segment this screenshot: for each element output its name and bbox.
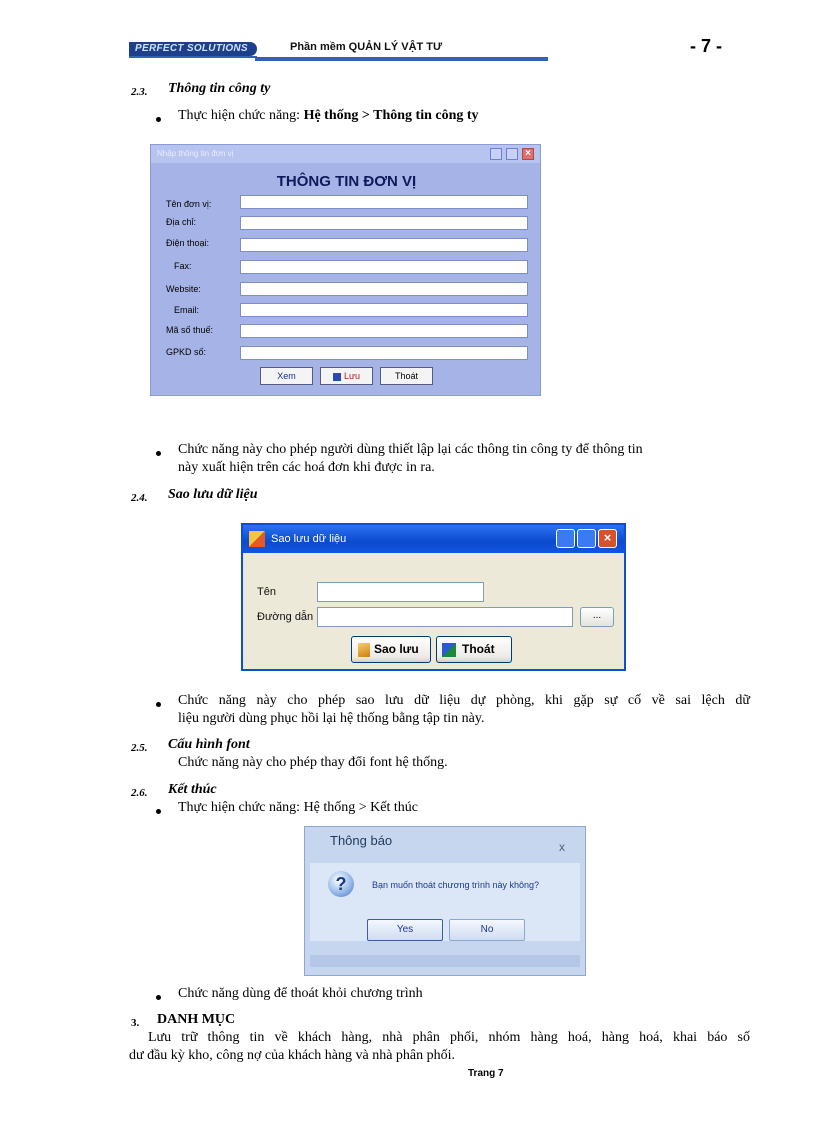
bullet-dot — [156, 995, 161, 1000]
bullet-text-2-3 — [178, 108, 479, 124]
section-number-2-3: 2.3. — [131, 86, 148, 98]
footer-page-label: Trang 7 — [468, 1068, 504, 1079]
license-input[interactable] — [240, 346, 528, 360]
view-button[interactable]: Xem — [260, 367, 313, 385]
description-2-6: Chức năng dùng để thoát khỏi chương trình — [178, 986, 423, 1001]
dialog-titlebar — [151, 145, 540, 163]
path-label: Đường dẫn — [257, 611, 314, 623]
field-label-phone: Điện thoại: — [166, 238, 210, 248]
save-button[interactable] — [320, 367, 373, 385]
yes-button[interactable]: Yes — [367, 919, 443, 941]
company-info-dialog — [150, 144, 541, 396]
description-2-3-line2: này xuất hiện trên các hoá đơn khi được in ra. — [178, 460, 435, 475]
bullet-dot — [156, 809, 161, 814]
field-label-website: Website: — [166, 284, 201, 294]
minimize-button[interactable] — [556, 529, 575, 548]
section-title-3: DANH MỤC — [157, 1012, 236, 1027]
section-title-2-3: Thông tin công ty — [168, 81, 271, 96]
header-title: Phần mềm QUẢN LÝ VẬT TƯ — [290, 41, 443, 53]
section-title-2-6: Kết thúc — [168, 782, 217, 797]
question-icon: ? — [328, 871, 354, 897]
bullet-text-2-6: Thực hiện chức năng: Hệ thống > Kết thúc — [178, 800, 419, 815]
company-logo: PERFECT SOLUTIONS — [129, 42, 257, 56]
field-label-address: Địa chỉ: — [166, 217, 197, 227]
menu-path: Hệ thống > Thông tin công ty — [303, 108, 479, 123]
address-input[interactable] — [240, 216, 528, 230]
bullet-prefix: Thực hiện chức năng: — [178, 108, 304, 123]
section-3-line1: Lưu trữ thông tin về khách hàng, nhà phân phối, nhóm hàng hoá, hàng hoá, khai báo số — [148, 1030, 750, 1045]
exit-button[interactable] — [436, 636, 512, 663]
description-2-3-line1: Chức năng này cho phép người dùng thiết lập lại các thông tin công ty để thông tin — [178, 442, 643, 457]
confirm-message: Bạn muốn thoát chương trình này không? — [372, 880, 540, 890]
field-label-email: Email: — [174, 305, 200, 315]
minimize-button[interactable] — [490, 148, 502, 160]
website-input[interactable] — [240, 282, 528, 296]
close-button[interactable]: × — [522, 148, 534, 160]
path-input[interactable] — [317, 607, 573, 627]
bullet-dot — [156, 117, 161, 122]
fax-input[interactable] — [240, 260, 528, 274]
field-label-fax: Fax: — [174, 261, 192, 271]
header-rule-left — [129, 56, 257, 58]
dialog-titlebar — [243, 525, 624, 553]
floppy-icon — [333, 373, 341, 381]
exit-label: Thoát — [462, 642, 495, 656]
page-number: - 7 - — [690, 36, 723, 56]
bullet-dot — [156, 451, 161, 456]
browse-button[interactable]: ... — [580, 607, 614, 627]
exit-icon — [442, 643, 456, 657]
section-number-2-6: 2.6. — [131, 787, 148, 799]
close-icon[interactable]: x — [559, 840, 565, 854]
dialog-title: Nhập thông tin đơn vị — [157, 149, 234, 158]
backup-label: Sao lưu — [374, 642, 419, 656]
no-button[interactable]: No — [449, 919, 525, 941]
email-input[interactable] — [240, 303, 528, 317]
phone-input[interactable] — [240, 238, 528, 252]
section-number-2-5: 2.5. — [131, 742, 148, 754]
description-2-4-line1: Chức năng này cho phép sao lưu dữ liệu dự phòng, khi gặp sự cố về sai lệch dữ — [178, 693, 750, 708]
section-number-3: 3. — [131, 1017, 140, 1029]
bullet-dot — [156, 702, 161, 707]
name-label: Tên — [257, 586, 276, 598]
section-number-2-4: 2.4. — [131, 492, 148, 504]
header-rule — [255, 57, 548, 61]
dialog-title: Sao lưu dữ liệu — [271, 533, 347, 545]
dialog-footer — [310, 955, 580, 967]
close-button[interactable]: × — [598, 529, 617, 548]
section-title-2-4: Sao lưu dữ liệu — [168, 487, 258, 502]
save-label: Lưu — [343, 371, 361, 381]
company-name-input[interactable] — [240, 195, 528, 209]
dialog-heading: THÔNG TIN ĐƠN VỊ — [276, 173, 417, 190]
app-icon — [249, 531, 265, 547]
section-3-line2: dư đầu kỳ kho, công nợ của khách hàng và nhà phân phối. — [129, 1048, 456, 1063]
backup-dialog — [241, 523, 626, 671]
field-label-tax-code: Mã số thuế: — [166, 325, 214, 335]
confirm-exit-dialog — [304, 826, 586, 976]
backup-button[interactable] — [351, 636, 431, 663]
tax-code-input[interactable] — [240, 324, 528, 338]
description-2-5: Chức năng này cho phép thay đổi font hệ thống. — [178, 755, 448, 770]
name-input[interactable] — [317, 582, 484, 602]
maximize-button[interactable] — [506, 148, 518, 160]
backup-icon — [358, 643, 370, 657]
dialog-title: Thông báo — [330, 833, 393, 848]
field-label-name: Tên đơn vị: — [166, 199, 212, 209]
field-label-license: GPKD số: — [166, 347, 207, 357]
section-title-2-5: Cấu hình font — [168, 737, 250, 752]
exit-button[interactable]: Thoát — [380, 367, 433, 385]
maximize-button[interactable] — [577, 529, 596, 548]
description-2-4-line2: liệu người dùng phục hồi lại hệ thống bằng tập tin này. — [178, 711, 485, 726]
